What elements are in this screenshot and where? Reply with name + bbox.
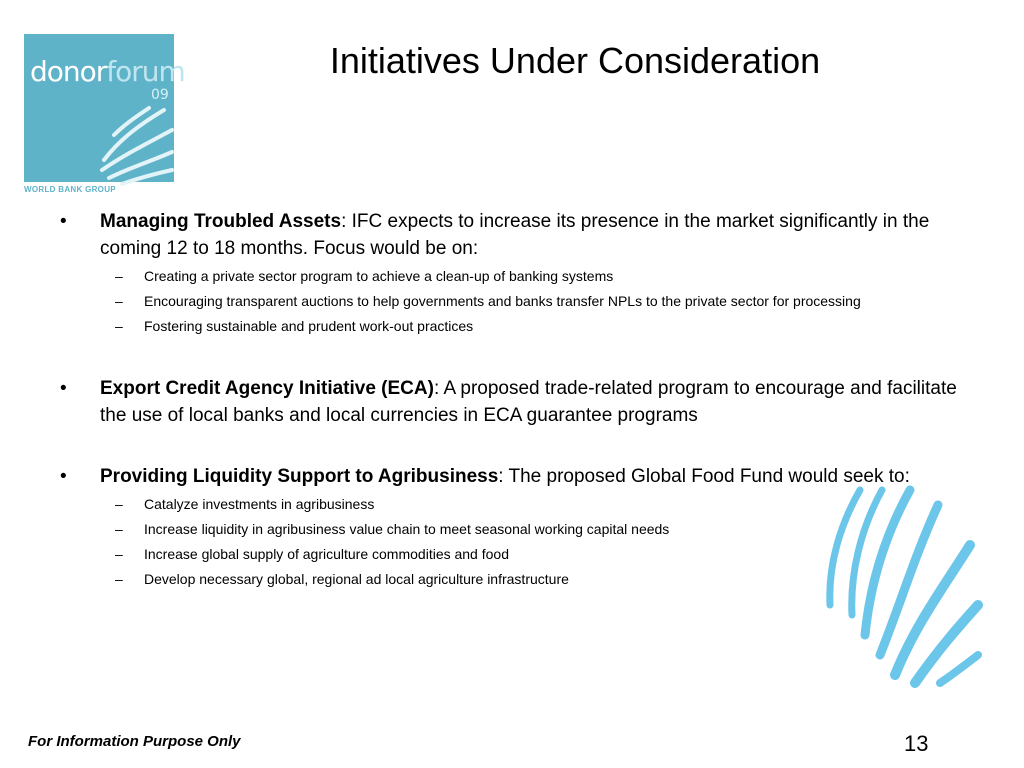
bullet-text: : A proposed trade-related program to encourage and facilitate the use of local banks and local currencies in ECA guarantee programs	[100, 378, 957, 426]
sub-marker: –	[115, 293, 123, 309]
bullet-heading: Managing Troubled Assets	[100, 211, 342, 232]
sub-item-text: Increase global supply of agriculture commodities and food	[144, 546, 509, 562]
hand-decoration-icon	[820, 485, 980, 685]
sub-item	[115, 316, 944, 336]
sub-item-text: Creating a private sector program to achieve a clean-up of banking systems	[144, 268, 614, 284]
bullet-text: : IFC expects to increase its presence in the market significantly in the coming 12 to 18 months. Focus would be on:	[100, 211, 930, 259]
bullet-text: : The proposed Global Food Fund would seek to:	[498, 466, 910, 487]
logo-wordmark	[30, 55, 185, 88]
sub-marker: –	[115, 318, 123, 334]
bullet-marker: •	[60, 211, 67, 232]
sub-item-text: Develop necessary global, regional ad local agriculture infrastructure	[144, 571, 569, 587]
bullet-heading: Providing Liquidity Support to Agribusiness	[100, 466, 499, 487]
sub-marker: –	[115, 571, 123, 587]
slide-title: Initiatives Under Consideration	[329, 40, 821, 81]
sub-marker: –	[115, 496, 123, 512]
sub-item-text: Increase liquidity in agribusiness value chain to meet seasonal working capital needs	[144, 521, 670, 537]
sub-marker: –	[115, 546, 123, 562]
bullet-heading: Export Credit Agency Initiative (ECA)	[100, 378, 434, 399]
hand-logo-icon	[94, 100, 174, 185]
page-number: 13	[904, 731, 929, 756]
bullet-item	[60, 208, 980, 262]
sub-item-text: Fostering sustainable and prudent work-out practices	[144, 318, 474, 334]
logo-year: 09	[151, 87, 169, 103]
sub-item-text: Encouraging transparent auctions to help governments and banks transfer NPLs to the private sector for processing	[144, 293, 861, 309]
logo-word-forum: forum	[106, 55, 185, 88]
donorforum-logo	[24, 34, 185, 182]
logo-group-label: WORLD BANK GROUP	[24, 185, 116, 194]
bullet-item	[60, 375, 980, 429]
footer-note: For Information Purpose Only	[28, 733, 241, 750]
sub-item-text: Catalyze investments in agribusiness	[144, 496, 375, 512]
logo-word-donor: donor	[30, 55, 107, 88]
sub-item	[115, 291, 944, 311]
sub-marker: –	[115, 521, 123, 537]
sub-item	[115, 266, 944, 286]
sub-marker: –	[115, 268, 123, 284]
bullet-marker: •	[60, 466, 67, 487]
sub-list	[60, 266, 980, 336]
bullet-marker: •	[60, 378, 67, 399]
